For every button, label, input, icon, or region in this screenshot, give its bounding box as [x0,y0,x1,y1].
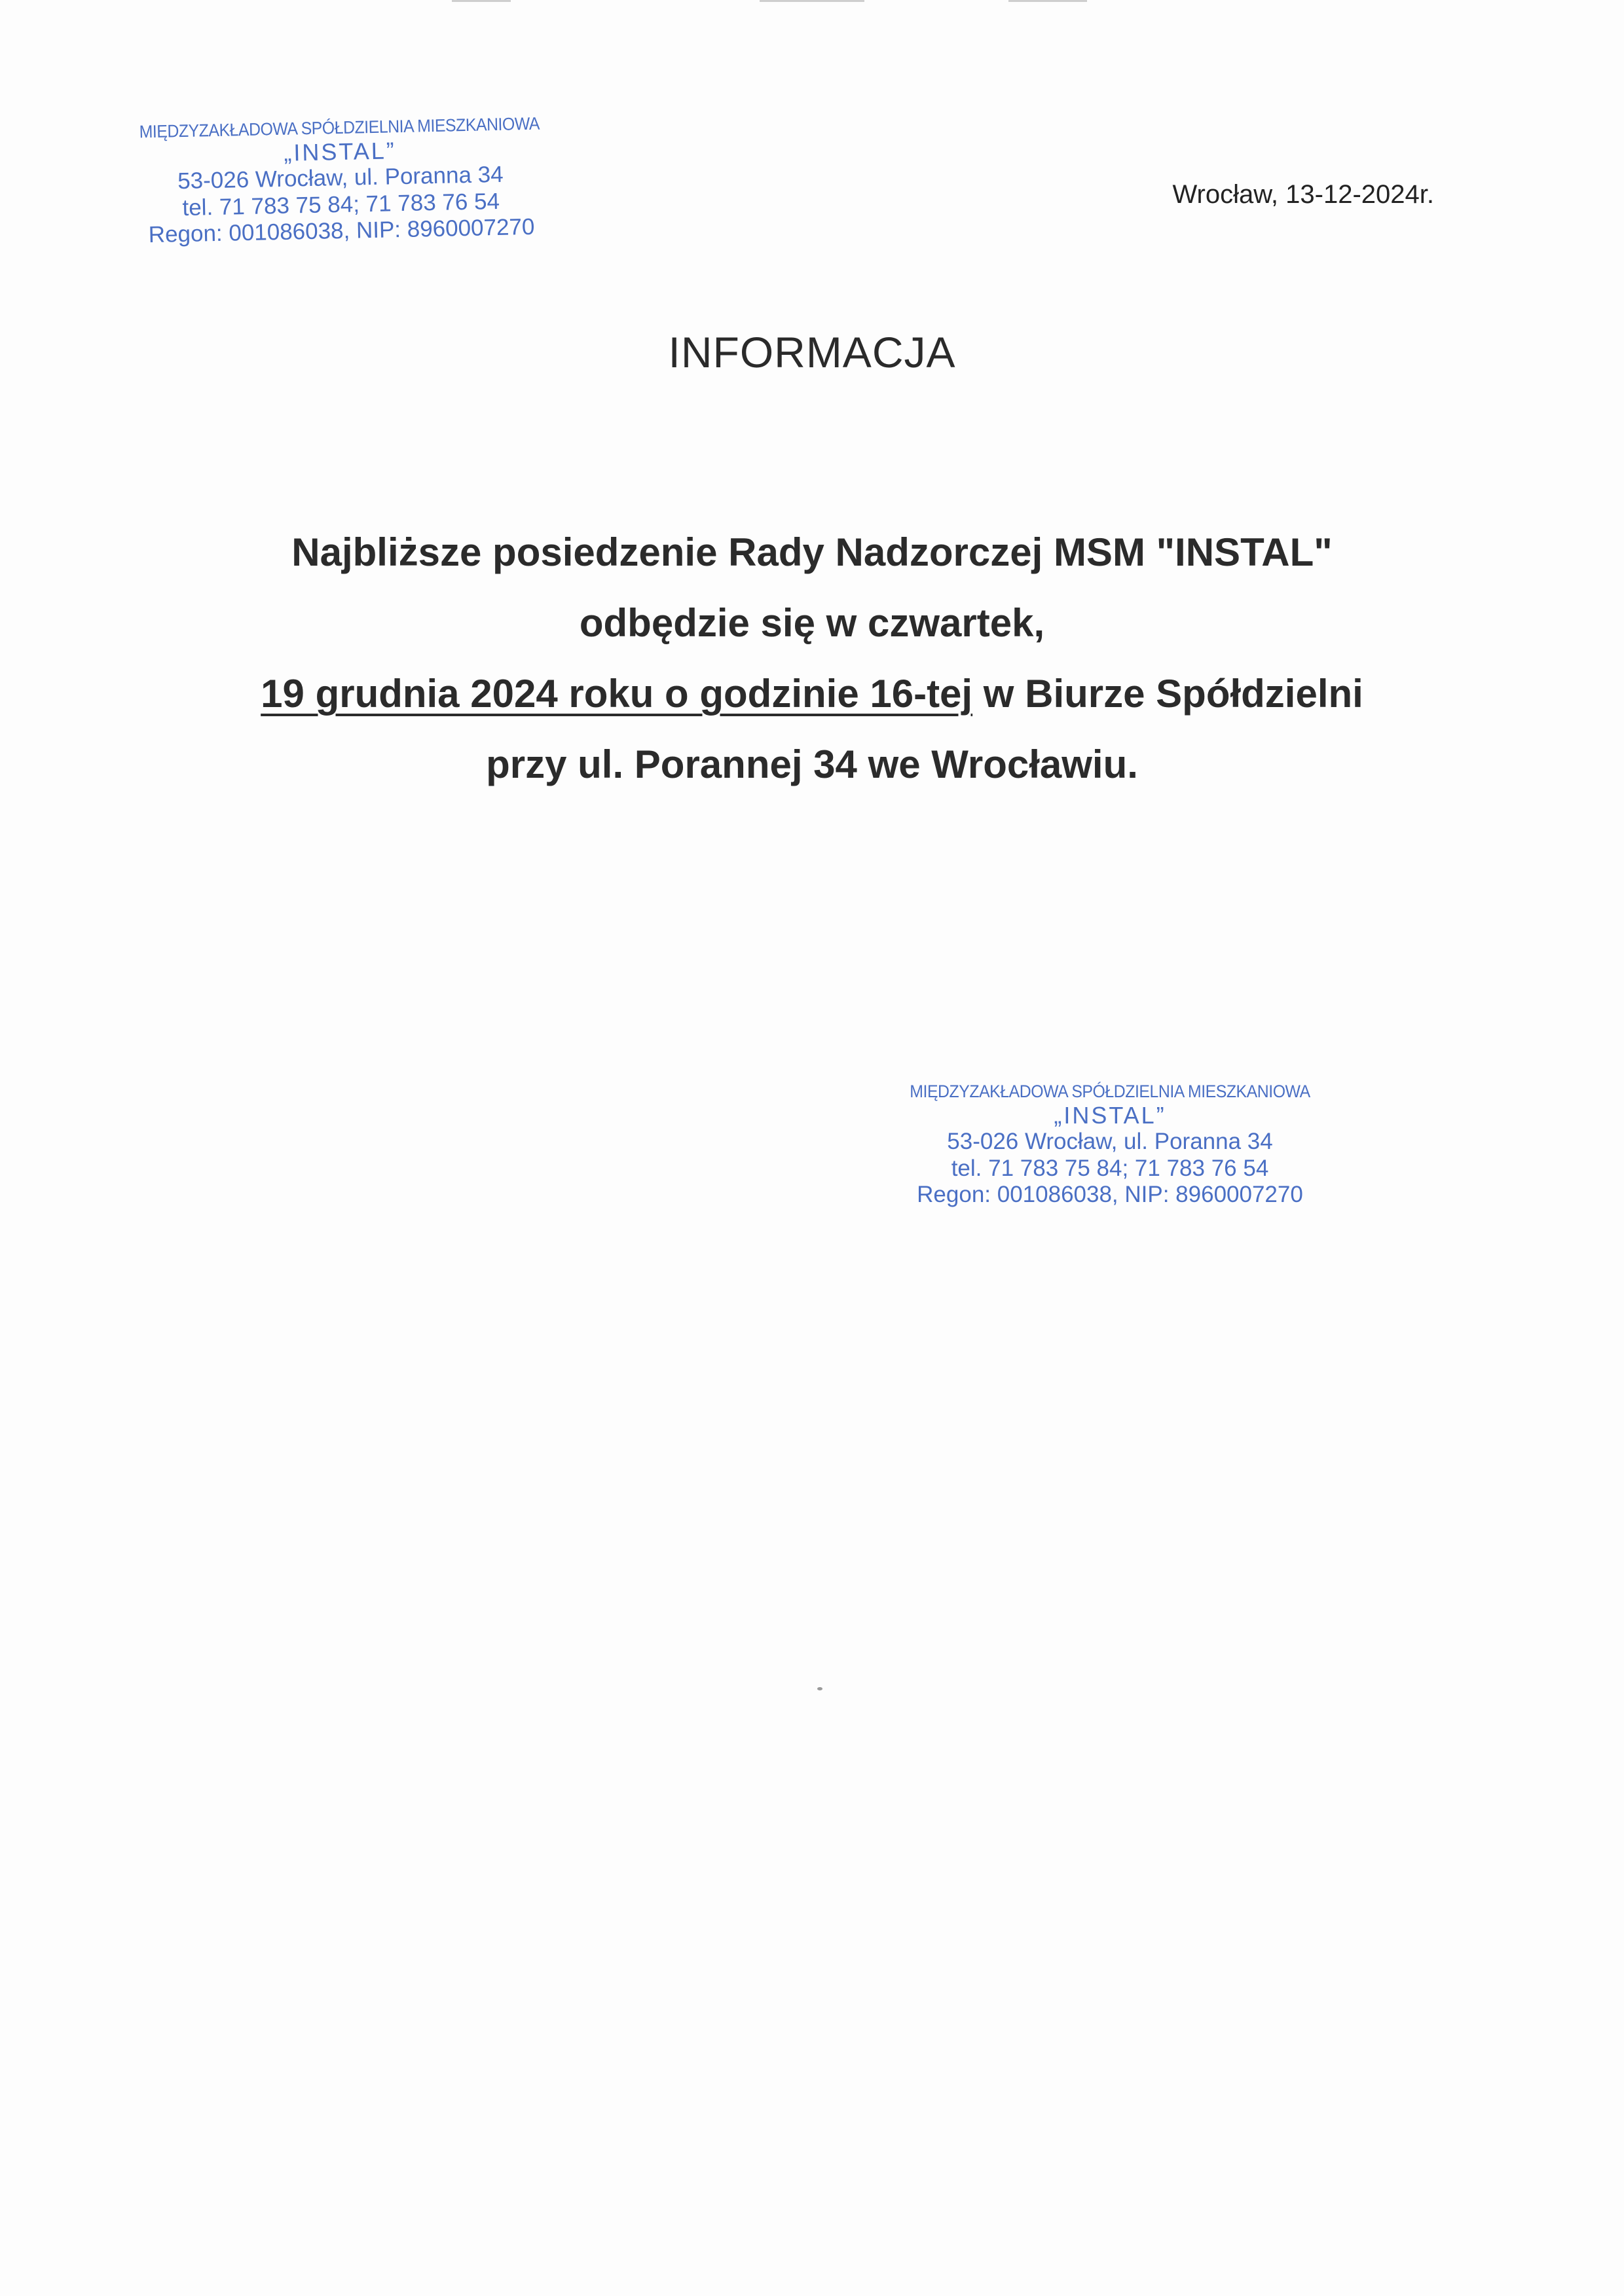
meeting-place-start: w Biurze Spółdzielni [972,672,1363,716]
stamp-address: 53-026 Wrocław, ul. Poranna 34 [177,162,504,194]
stamp-registry: Regon: 001086038, NIP: 8960007270 [148,213,535,248]
meeting-datetime: 19 grudnia 2024 roku o godzinie 16-tej [261,672,973,716]
notice-line-2: odbędzie się w czwartek, [579,601,1045,645]
stamp-address: 53-026 Wrocław, ul. Poranna 34 [947,1129,1273,1155]
stamp-phone: tel. 71 783 75 84; 71 783 76 54 [951,1155,1269,1181]
document-date: Wrocław, 13-12-2024r. [1172,180,1434,209]
notice-body [131,517,1493,800]
scan-speck [817,1687,822,1690]
stamp-phone: tel. 71 783 75 84; 71 783 76 54 [182,188,500,221]
stamp-short-name: „INSTAL” [1054,1102,1166,1129]
cooperative-stamp-top [120,113,561,249]
cooperative-stamp-bottom [891,1082,1329,1208]
document-title: INFORMACJA [668,328,956,376]
stamp-name: MIĘDZYZAKŁADOWA SPÓŁDZIELNIA MIESZKANIOWA [139,113,540,142]
scan-artifact [1008,0,1087,2]
notice-line-1: Najbliższe posiedzenie Rady Nadzorczej MSM "INSTAL" [291,530,1333,574]
scan-artifact [452,0,511,2]
scan-artifact [760,0,864,2]
notice-line-4: przy ul. Porannej 34 we Wrocławiu. [486,742,1138,786]
stamp-short-name: „INSTAL” [283,137,397,166]
stamp-name: MIĘDZYZAKŁADOWA SPÓŁDZIELNIA MIESZKANIOWA [910,1082,1310,1101]
notice-line-3 [131,659,1493,729]
stamp-registry: Regon: 001086038, NIP: 8960007270 [917,1181,1303,1207]
